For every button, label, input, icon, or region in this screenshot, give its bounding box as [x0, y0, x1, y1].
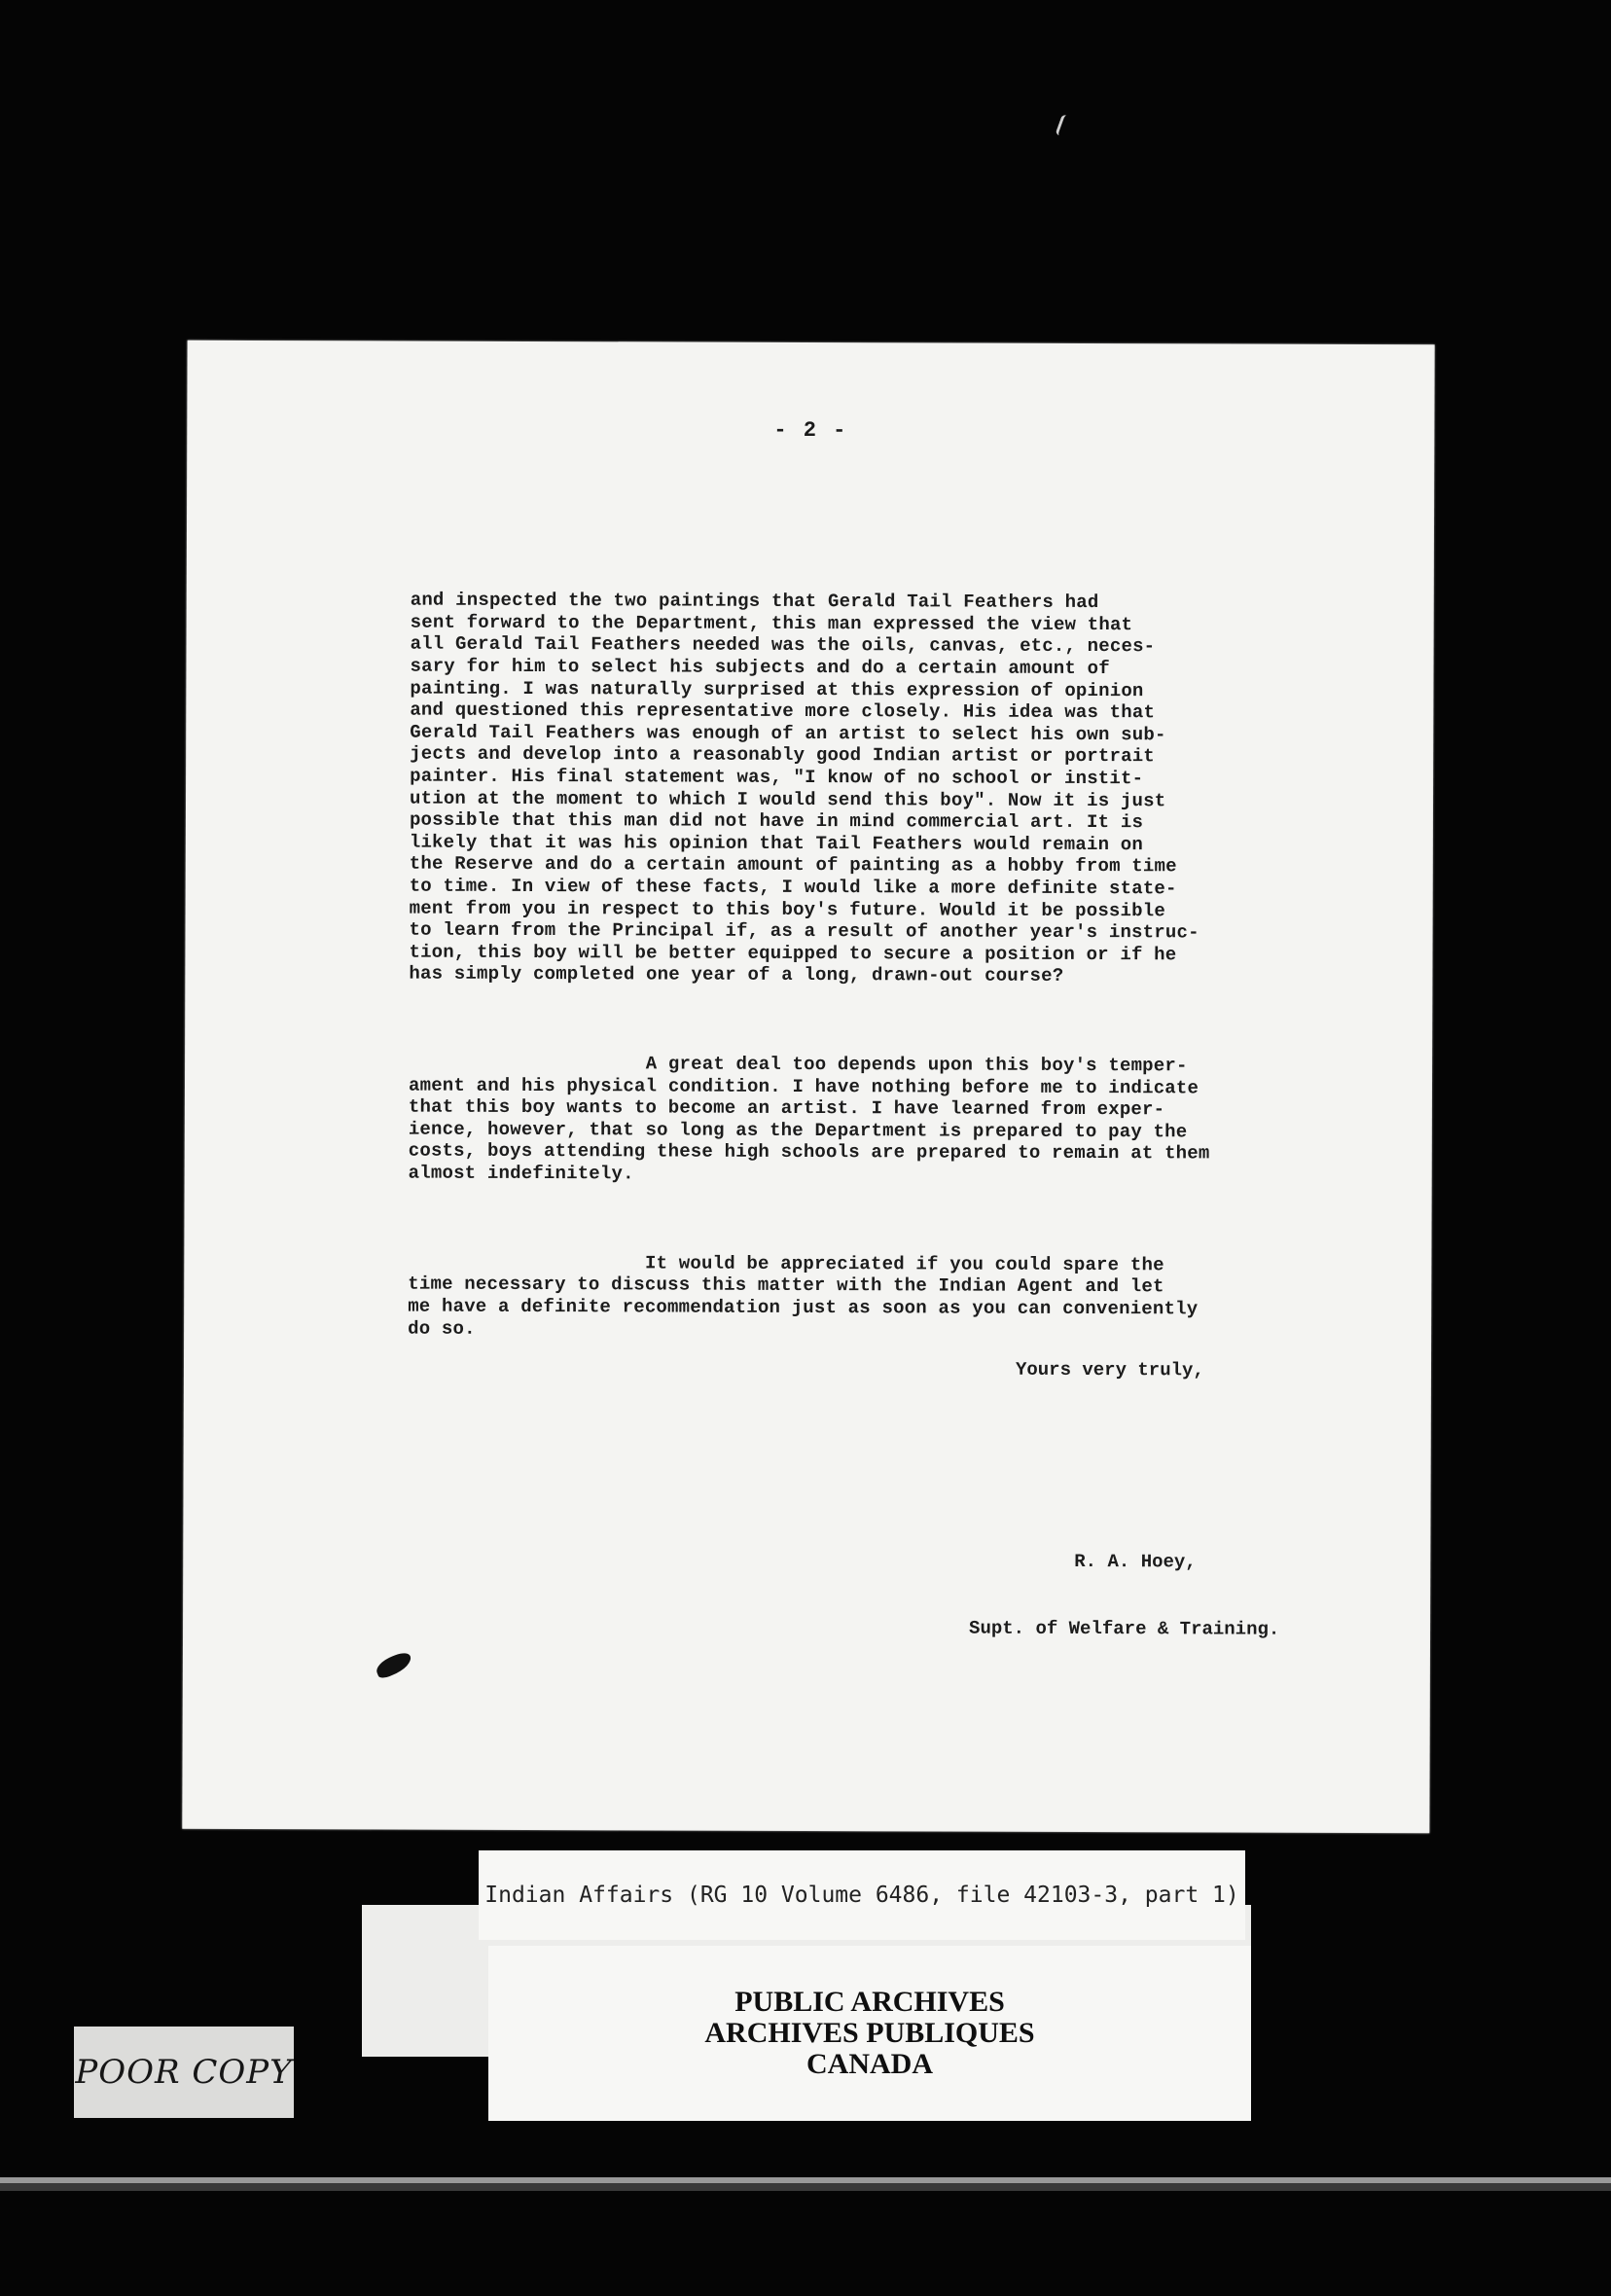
stamp-line-1: PUBLIC ARCHIVES	[734, 1986, 1005, 2018]
ink-smudge	[374, 1650, 414, 1680]
stamp-line-3: CANADA	[806, 2048, 933, 2080]
poor-copy-tag	[74, 2027, 294, 2118]
paragraph-1: and inspected the two paintings that Gerald Tail Feathers had sent forward to the Department, this man expressed the view that all Gerald Tail Feathers needed was the oils, canvas, etc., neces- sary for him to select his subjects and do a certain amount of painting. I was naturally surprised at this expression of opinion and questioned this representative more closely. His idea was that Gerald Tail Feathers was enough of an artist to select his own sub- jects and develop into a reasonably good Indian artist or portrait painter. His final statement was, "I know of no school or instit- ution at the moment to which I would send this boy". Now it is just possible that this man did not have in mind commercial art. It is likely that it was his opinion that Tail Feathers would remain on the Reserve and do a certain amount of painting as a hobby from time to time. In view of these facts, I would like a more definite state- ment from you in respect to this boy's future. Would it be possible to learn from the Principal if, as a result of another year's instruc- tion, this boy will be better equipped to secure a position or if he has simply completed one year of a long, drawn-out course?	[409, 589, 1199, 987]
page-number: - 2 -	[773, 417, 848, 444]
signature-block	[969, 1506, 1280, 1686]
paragraph-3: It would be appreciated if you could spare the time necessary to discuss this matter with the Indian Agent and let me have a definite recommendation just as soon as you can conveniently do so.	[408, 1251, 1199, 1340]
film-edge-band	[0, 2183, 1611, 2191]
poor-copy-text: POOR COPY	[75, 2053, 293, 2092]
stamp-line-2: ARCHIVES PUBLIQUES	[704, 2017, 1035, 2049]
letter-body	[408, 546, 1315, 1411]
letter-page	[182, 341, 1434, 1833]
signature-title: Supt. of Welfare & Training.	[969, 1617, 1280, 1640]
paragraph-2: A great deal too depends upon this boy's temper- ament and his physical condition. I have nothing before me to indicate that this boy wants to become an artist. I have learned from exper- ience, however, that so long as the Department is prepared to pay the costs, boys attending these high schools are prepared to remain at them almost indefinitely.	[408, 1052, 1210, 1185]
letter-closing: Yours very truly,	[1015, 1358, 1204, 1381]
file-reference-text: Indian Affairs (RG 10 Volume 6486, file 42103-3, part 1)	[484, 1883, 1239, 1908]
archives-stamp-text	[488, 1987, 1251, 2080]
signature-name: R. A. Hoey,	[1074, 1550, 1197, 1573]
archives-stamp	[488, 1946, 1251, 2121]
film-speck	[1056, 114, 1071, 137]
file-reference-label	[479, 1850, 1245, 1940]
